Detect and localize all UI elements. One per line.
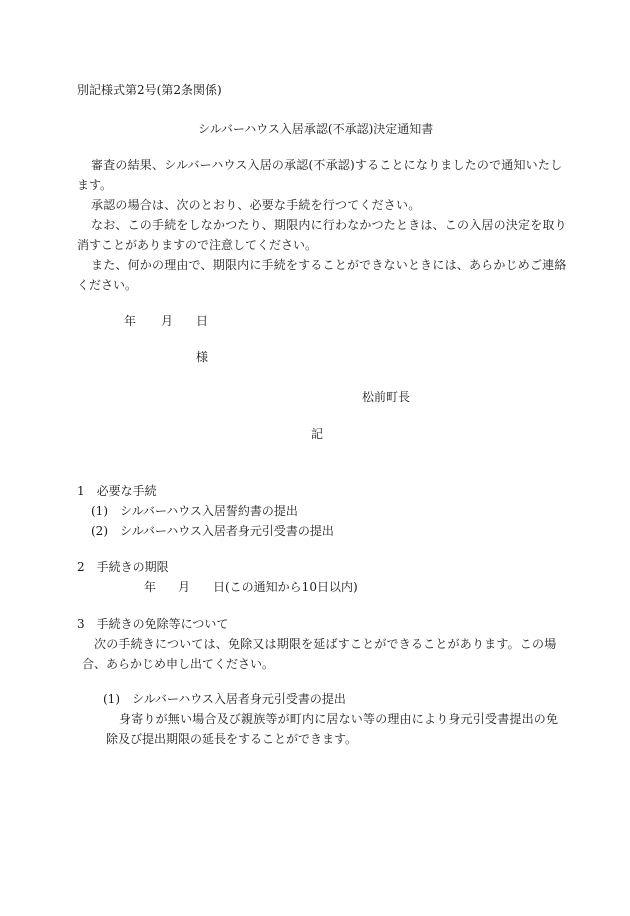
- date-day: 日: [196, 314, 209, 328]
- section-1-item-2: (2) シルバーハウス入居者身元引受書の提出: [91, 524, 334, 538]
- section-1-heading: 1 必要な手続: [77, 484, 157, 498]
- section-3-sub-text-line: 除及び提出期限の延長をすることができます。: [106, 732, 358, 746]
- body-line: なお、この手続をしなかつたり、期限内に行わなかつたときは、この入居の決定を取り: [91, 218, 567, 232]
- section-3-text-line: 次の手続きについては、免除又は期限を延ばすことができることがあります。この場: [94, 637, 557, 651]
- date-month: 月: [161, 314, 174, 328]
- section-1-item-1: (1) シルバーハウス入居誓約書の提出: [91, 504, 298, 518]
- body-line: また、何かの理由で、期限内に手続をすることができないときには、あらかじめご連絡: [91, 258, 567, 272]
- form-label: 別記様式第2号(第2条関係): [77, 83, 222, 97]
- body-line: 消すことがありますので注意してください。: [77, 238, 318, 252]
- document-title: シルバーハウス入居承認(不承認)決定通知書: [198, 122, 434, 136]
- date-year: 年: [124, 314, 137, 328]
- section-2-heading: 2 手続きの期限: [77, 560, 169, 574]
- body-line: ください。: [77, 278, 138, 292]
- section-3-sub-item: (1) シルバーハウス入居者身元引受書の提出: [103, 692, 346, 706]
- section-3-heading: 3 手続きの免除等について: [77, 617, 229, 631]
- section-3-sub-text-line: 身寄りが無い場合及び親族等が町内に居ない等の理由により身元引受書提出の免: [119, 712, 559, 726]
- body-line: ます。: [77, 178, 113, 192]
- section-3-text-line: 合、あらかじめ申し出てください。: [82, 657, 275, 671]
- addressee-suffix: 様: [196, 350, 209, 364]
- deadline-month: 月: [178, 580, 191, 594]
- body-line: 審査の結果、シルバーハウス入居の承認(不承認)することになりましたので通知いたし: [91, 158, 563, 172]
- deadline-year: 年: [144, 580, 157, 594]
- issuer: 松前町長: [362, 390, 411, 404]
- deadline-day-note: 日(この通知から10日以内): [213, 580, 358, 594]
- body-paragraph-2: 承認の場合は、次のとおり、必要な手続を行つてください。: [91, 198, 421, 212]
- ki-marker: 記: [311, 427, 324, 441]
